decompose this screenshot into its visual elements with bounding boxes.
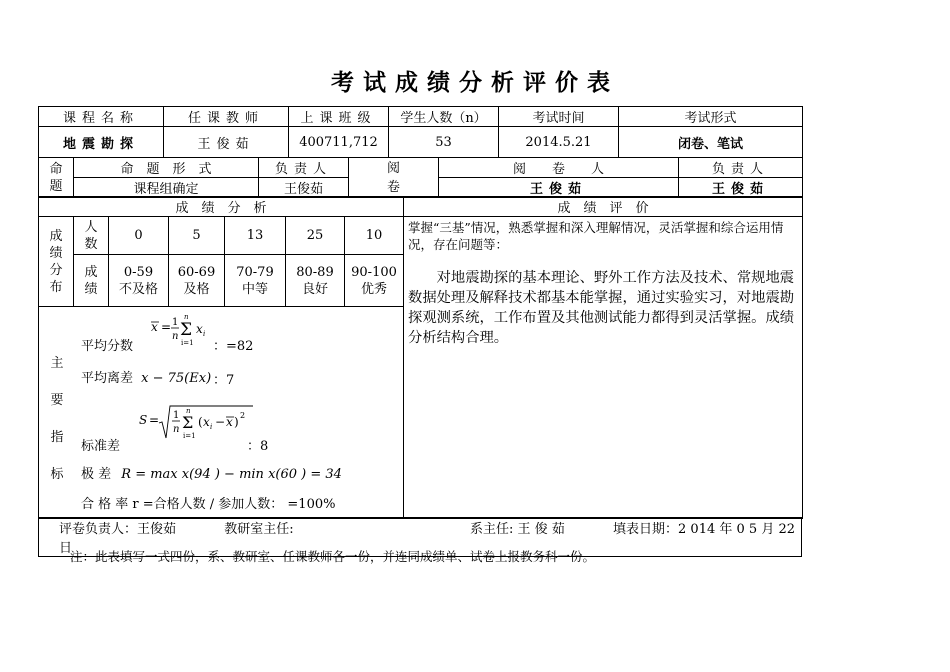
proposition-label-text: 命题 <box>49 161 63 194</box>
reviewer-label: 阅 卷 人 <box>439 158 679 178</box>
distribution-label <box>39 217 74 307</box>
svg-text:=: = <box>161 320 172 334</box>
review-owner-value: 王俊茹 <box>679 178 803 198</box>
indicators-cell <box>39 307 404 519</box>
label-exam-time: 考试时间 <box>499 107 619 127</box>
grade-name: 良好 <box>301 281 328 297</box>
value-exam-form: 闭卷、笔试 <box>619 127 803 158</box>
grade-cell <box>109 255 169 307</box>
svg-text:x: x <box>151 320 158 334</box>
indicators-label-3: 指 <box>50 430 64 445</box>
label-exam-form: 考试形式 <box>619 107 803 127</box>
mean-row <box>81 335 133 354</box>
deviation-formula: x − 75(Ex) <box>141 371 212 386</box>
count-cell: 5 <box>169 217 225 255</box>
grade-range: 70-79 <box>236 264 274 280</box>
value-teacher: 王俊茹 <box>164 127 289 158</box>
proposition-owner-value: 王俊茹 <box>259 178 349 198</box>
svg-text:n: n <box>173 424 180 435</box>
svg-text:n: n <box>172 331 179 342</box>
svg-text:=: = <box>149 413 160 427</box>
deviation-row <box>81 367 211 386</box>
count-cell: 25 <box>286 217 345 255</box>
svg-text:i=1: i=1 <box>183 432 196 440</box>
footnote: 注：此表填写一式四份，系、教研室、任课教师各一份，并连同成绩单、试卷上报教务科一份。 <box>70 549 596 564</box>
range-row <box>81 463 342 482</box>
svg-text:n: n <box>184 313 189 321</box>
proposition-label <box>39 158 74 198</box>
label-student-count: 学生人数（n） <box>389 107 499 127</box>
course-info-table <box>38 106 803 158</box>
count-label-text: 人数 <box>84 219 98 252</box>
value-exam-time: 2014.5.21 <box>499 127 619 158</box>
grade-cell <box>225 255 286 307</box>
svg-text:i=1: i=1 <box>181 339 194 347</box>
deviation-label: 平均离差 <box>81 371 134 386</box>
grade-label-text: 成绩 <box>84 264 98 297</box>
count-cell: 0 <box>109 217 169 255</box>
proposition-owner-label: 负责人 <box>259 158 349 178</box>
svg-text:x: x <box>226 415 233 429</box>
deviation-value: ：7 <box>213 373 235 388</box>
svg-text:2: 2 <box>240 411 246 420</box>
svg-text:1: 1 <box>173 410 180 421</box>
evaluation-prompt: 掌握“三基”情况，熟悉掌握和深入理解情况，灵活掌握和综合运用情况，存在问题等： <box>408 220 784 252</box>
svg-text:Σ: Σ <box>182 413 194 432</box>
mean-value: ：=82 <box>213 339 254 354</box>
std-label: 标准差 <box>81 439 121 454</box>
mean-label: 平均分数 <box>81 339 134 354</box>
fill-date: 填表日期：2 014 年 0 5 月 22 日 <box>59 522 795 556</box>
grade-name: 不及格 <box>118 281 158 297</box>
svg-text:S: S <box>139 413 148 427</box>
svg-text:i: i <box>210 423 213 431</box>
svg-text:−: − <box>215 415 226 429</box>
dept-head: 系主任: 王 俊 茹 <box>469 522 565 537</box>
office-head: 教研室主任: <box>224 522 294 537</box>
std-value: ：8 <box>247 439 269 454</box>
evaluation-cell <box>404 217 803 519</box>
std-formula <box>137 403 255 443</box>
grade-label <box>74 255 109 307</box>
label-class: 上课班级 <box>289 107 389 127</box>
value-class: 400711,712 <box>289 127 389 158</box>
reviewer-value: 王俊茹 <box>439 178 679 198</box>
grade-cell <box>286 255 345 307</box>
svg-text:i: i <box>203 330 206 338</box>
count-label <box>74 217 109 255</box>
svg-text:x: x <box>196 322 203 336</box>
distribution-label-text: 成绩分布 <box>49 228 63 295</box>
svg-text:1: 1 <box>172 317 179 328</box>
mean-formula <box>149 309 209 349</box>
svg-text:x: x <box>203 415 210 429</box>
count-cell: 10 <box>345 217 404 255</box>
grade-name: 优秀 <box>361 281 388 297</box>
svg-text:n: n <box>186 407 191 415</box>
grade-name: 中等 <box>241 281 268 297</box>
eval-owner: 评卷负责人：王俊茹 <box>59 522 177 537</box>
grade-range: 60-69 <box>177 264 216 280</box>
proposition-form-value: 课程组确定 <box>74 178 259 198</box>
evaluation-text: 对地震勘探的基本理论、野外工作方法及技术、常规地震数据处理及解释技术都基本能掌握，通过实验实习，对地震勘探观测系统，工作布置及其他测试能力都得到灵活掌握。成绩分析结构合理。 <box>408 270 795 346</box>
analysis-heading: 成 绩 分 析 <box>39 197 404 217</box>
grade-range: 90-100 <box>351 264 397 280</box>
range-formula: R = max x(94 ) − min x(60 ) = 34 <box>121 467 342 482</box>
analysis-table <box>38 196 803 519</box>
page-title: 考试成绩分析评价表 <box>331 70 619 96</box>
pass-rate: 合 格 率 r =合格人数 / 参加人数： =100% <box>81 497 336 512</box>
svg-text:Σ: Σ <box>180 320 193 340</box>
grade-range: 80-89 <box>296 264 334 280</box>
svg-text:): ) <box>234 415 239 429</box>
value-course-name: 地震勘探 <box>39 127 164 158</box>
evaluation-heading: 成 绩 评 价 <box>404 197 803 217</box>
range-label: 极 差 <box>81 467 112 482</box>
proposition-table <box>38 157 803 198</box>
proposition-form-label: 命 题 形 式 <box>74 158 259 178</box>
count-cell: 13 <box>225 217 286 255</box>
label-course-name: 课程名称 <box>39 107 164 127</box>
review-owner-label: 负责人 <box>679 158 803 178</box>
review-label-text: 阅卷 <box>386 160 400 195</box>
label-teacher: 任课教师 <box>164 107 289 127</box>
svg-text:(: ( <box>198 415 203 429</box>
grade-cell <box>345 255 404 307</box>
grade-cell <box>169 255 225 307</box>
grade-range: 0-59 <box>123 264 154 280</box>
review-label <box>349 158 439 198</box>
indicators-label-2: 要 <box>50 393 64 408</box>
value-student-count: 53 <box>389 127 499 158</box>
grade-name: 及格 <box>183 281 210 297</box>
indicators-label-4: 标 <box>50 467 64 482</box>
indicators-label-1: 主 <box>50 356 64 371</box>
